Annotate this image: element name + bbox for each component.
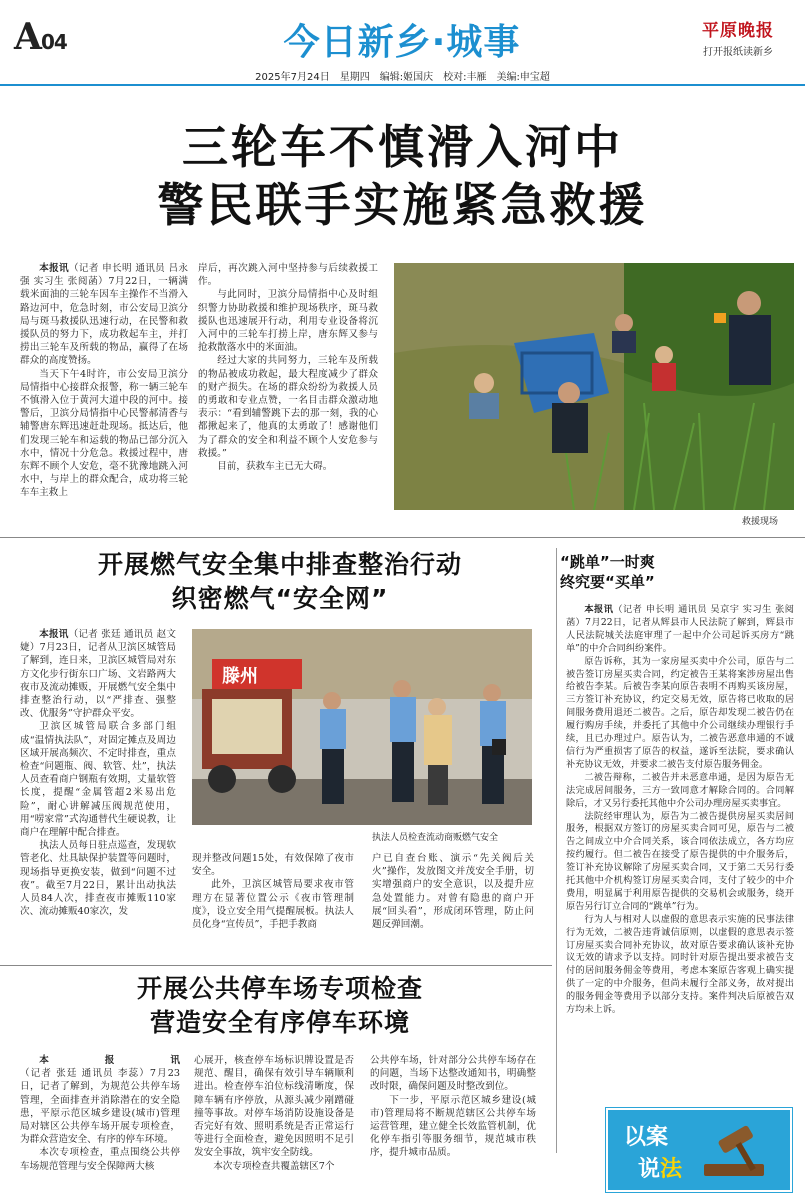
rescue-photo [394, 263, 794, 510]
article3-col1: 本报讯（记者 张廷 通讯员 李蕊）7月23日，记者了解到，为规范公共停车场管理，全面排查并消除潜在的安全隐患，平原示范区城乡建设(城市)管理局对辖区公共停车场开展专项检查，为群众营造安全、有序的停车环境。 本次专项检查，重点围绕公共停车场规范管理与安全保障两大核 [20, 1055, 181, 1172]
masthead [0, 0, 805, 86]
article1-col1: 本报讯（记者 申长明 通讯员 吕永强 实习生 张阅菡）7月22日，一辆满载米面油的三轮车因车主操作不当滑入路边河中，危急时刻，市公安局卫滨分局与斑马救援队迅速行动，在民警和救援队员的努力下，成功救起车主，并打捞出三轮车及所载的物品，赢得了在场群众的高度赞扬。 当天下午4时许，市公安局卫滨分局情指中心接群众报警，称一辆三轮车不慎滑入位于黄河大道中段的河中。接警后，卫滨分局情指中心民警郝清香与辅警唐东辉迅速赶赴现场。抵达后，他们发现三轮车和运载的物品已部分沉入水中，情况十分危急。救援过程中，唐东辉不顾个人安危，毫不犹豫地跳入河水中，与岸上的群众配合，成功将三轮车车主救上 [20, 263, 189, 499]
article1-photo-caption: 救援现场 [742, 517, 779, 527]
article2-col2: 现并整改问题15处，有效保障了夜市安全。 此外，卫滨区城管局要求夜市管理方在显著位置公示《夜市管理制度》，设立安全用气提醒展板。执法人员化身“宣传员”，手把手教商 [192, 853, 354, 931]
article2-col3: 户已自查台账、演示“先关阀后关火”操作，发放图文并茂安全手册，切实增强商户的安全意识，以及提升应急处置能力。对曾有隐患的商户开展“回头看”，形成闭环管理，防止问题反弹回潮。 [372, 853, 534, 931]
article1-headline: 三轮车不慎滑入河中 警民联手实施紧急救援 [157, 120, 648, 232]
masthead-rule [0, 84, 805, 86]
article3-col3: 公共停车场，针对部分公共停车场存在的问题，当场下达整改通知书，明确整改时限，确保问题及时整改到位。 下一步，平原示范区城乡建设(城市)管理局将不断规范辖区公共停车场运营管理，建立健全长效监管机制，优化停车指引等服务细节，规范城市秩序，提升城市品质。 [370, 1055, 536, 1159]
article2-photo-caption: 执法人员检查流动商贩燃气安全 [372, 833, 499, 843]
article3-col2: 心展开，核查停车场标识牌设置是否规范、醒目，确保有效引导车辆顺利进出。检查停车泊位标线清晰度，保障车辆有序停放，从源头减少剐蹭碰撞等事故。对停车场消防设施设备是否完好有效、照明系统是否正常运行等进行全面检查，避免因照明不足引发安全事故，筑牢安全防线。 本次专项检查共覆盖辖区7个 [194, 1055, 354, 1172]
gavel-icon [694, 1124, 780, 1188]
page-number: A04 [14, 16, 67, 58]
paper-slogan: 打开报纸读新乡 [703, 47, 773, 58]
gas-inspection-photo [192, 629, 532, 825]
article1-col2: 岸后，再次跳入河中坚持参与后续救援工作。 与此同时，卫滨分局情指中心及时组织警力协助救援和维护现场秩序，斑马救援队也迅速展开行动，利用专业设备将沉入河中的三轮车打捞上岸，唐东辉又参与抢救散落水中的米面油。 经过大家的共同努力，三轮车及所载的物品被成功救起，最大程度减少了群众的财产损失。在场的群众纷纷为救援人员的勇敢和专业点赞，一名目击群众激动地表示：“看到辅警跳下去的那一刻，我的心都揪起来了，他真的太勇敢了！感谢他们为了群众的安全和利益不顾个人安危参与救援。” 目前，获救车主已无大碍。 [198, 263, 378, 473]
divider [0, 965, 552, 966]
paper-logo [682, 16, 794, 58]
byline: 本报讯 [39, 263, 69, 274]
divider [0, 537, 805, 538]
column-divider [556, 548, 557, 1153]
section-title: 今日新乡·城事 [283, 22, 521, 63]
article4-body: 本报讯（记者 申长明 通讯员 吴京宇 实习生 张阅菡）7月22日，记者从辉县市人民法院了解到，辉县市人民法院城关法庭审理了一起中介公司起诉买房方“跳单”的中介合同纠纷案件。 原告诉称，其为一家房屋买卖中介公司，原告与二被告签订房屋买卖合同，约定被告王某将案涉房屋出售给被告李某。后被告李某向原告表明不再购买该房屋，三方签订补充协议，约定交易无效，原告将已收取的居间服务费用退还二被告。之后，原告却发现二被告仍在履行购房手续，并委托了其他中介公司继续办理银行手续，且已办理过户。原告认为，二被告恶意串通的不诚信行为严重损害了原告的权益，遂诉至法院，要求确认补充协议无效，并要求二被告支付原告服务佣金。 二被告辩称，二被告并未恶意串通，是因为原告无法完成居间服务，三方一致同意才解除合同的。合同解除后，才又另行委托其他中介公司办理房屋买卖事宜。 法院经审理认为，原告为二被告提供房屋买卖居间服务，根据双方签订的房屋买卖合同可见，原告与二被告之间成立中介合同关系，该合同依法成立，各方均应按约履行。但二被告在接受了原告提供的中介服务后，签订补充协议解除了房屋买卖合同，又于第二天另行委托其他中介机构签订房屋买卖合同，支付了较少的中介费用，明显属于利用原告提供的交易机会或服务，绕开原告另行订立合同的“跳单”行为。 行为人与相对人以虚假的意思表示实施的民事法律行为无效，二被告违背诚信原则，以虚假的意思表示签订房屋买卖合同补充协议，故对原告要求确认该补充协议无效的请求予以支持。同时针对原告提出要求被告支付的居间服务佣金等费用，考虑本案原告客观上确实提供了一定的中介服务，但尚未履行全部义务，故对提出的服务佣金等费用予以部分支持。案件判决后原被告双方均未上诉。 [566, 604, 794, 1016]
column-badge: 以案 说法 [606, 1108, 792, 1192]
paper-name: 平原晚报 [702, 21, 774, 41]
article2-col1: 本报讯（记者 张廷 通讯员 赵文婕）7月23日，记者从卫滨区城管局了解到，连日来，卫滨区城管局对东方文化步行街东口广场、文岩路两大夜市及流动摊贩，开展燃气安全集中排查整治行动，以“严排查、强整改、优服务”守护群众平安。 卫滨区城管局联合多部门组成“温情执法队”，对固定摊点及周边区域开展高频次、不定时排查，重点检查“问题瓶、阀、软管、灶”，执法人员查看商户钢瓶有效期，丈量软管长度，提醒“金属管超2米易出危险”，耐心讲解减压阀规范使用，用“唠家常”式沟通替代生硬说教，让商户在理解中配合排查。 执法人员每日驻点巡查，发现软管老化、灶具缺保护装置等问题时，现场指导更换安装，做到“问题不过夜”。截至7月22日，累计出动执法人员84人次，排查夜市摊贩110家次、流动摊贩40家次，发 [20, 629, 177, 918]
article2-headline: 开展燃气安全集中排查整治行动 织密燃气“安全网” [97, 550, 462, 613]
shop-sign-text: 滕州 [222, 666, 258, 687]
article4-headline: “跳单”一时爽 终究要“买单” [560, 553, 655, 591]
issue-meta: 2025年7月24日 星期四 编辑:姬国庆 校对:丰雁 美编:申宝超 [255, 72, 550, 83]
article3-headline: 开展公共停车场专项检查 营造安全有序停车环境 [136, 974, 423, 1037]
